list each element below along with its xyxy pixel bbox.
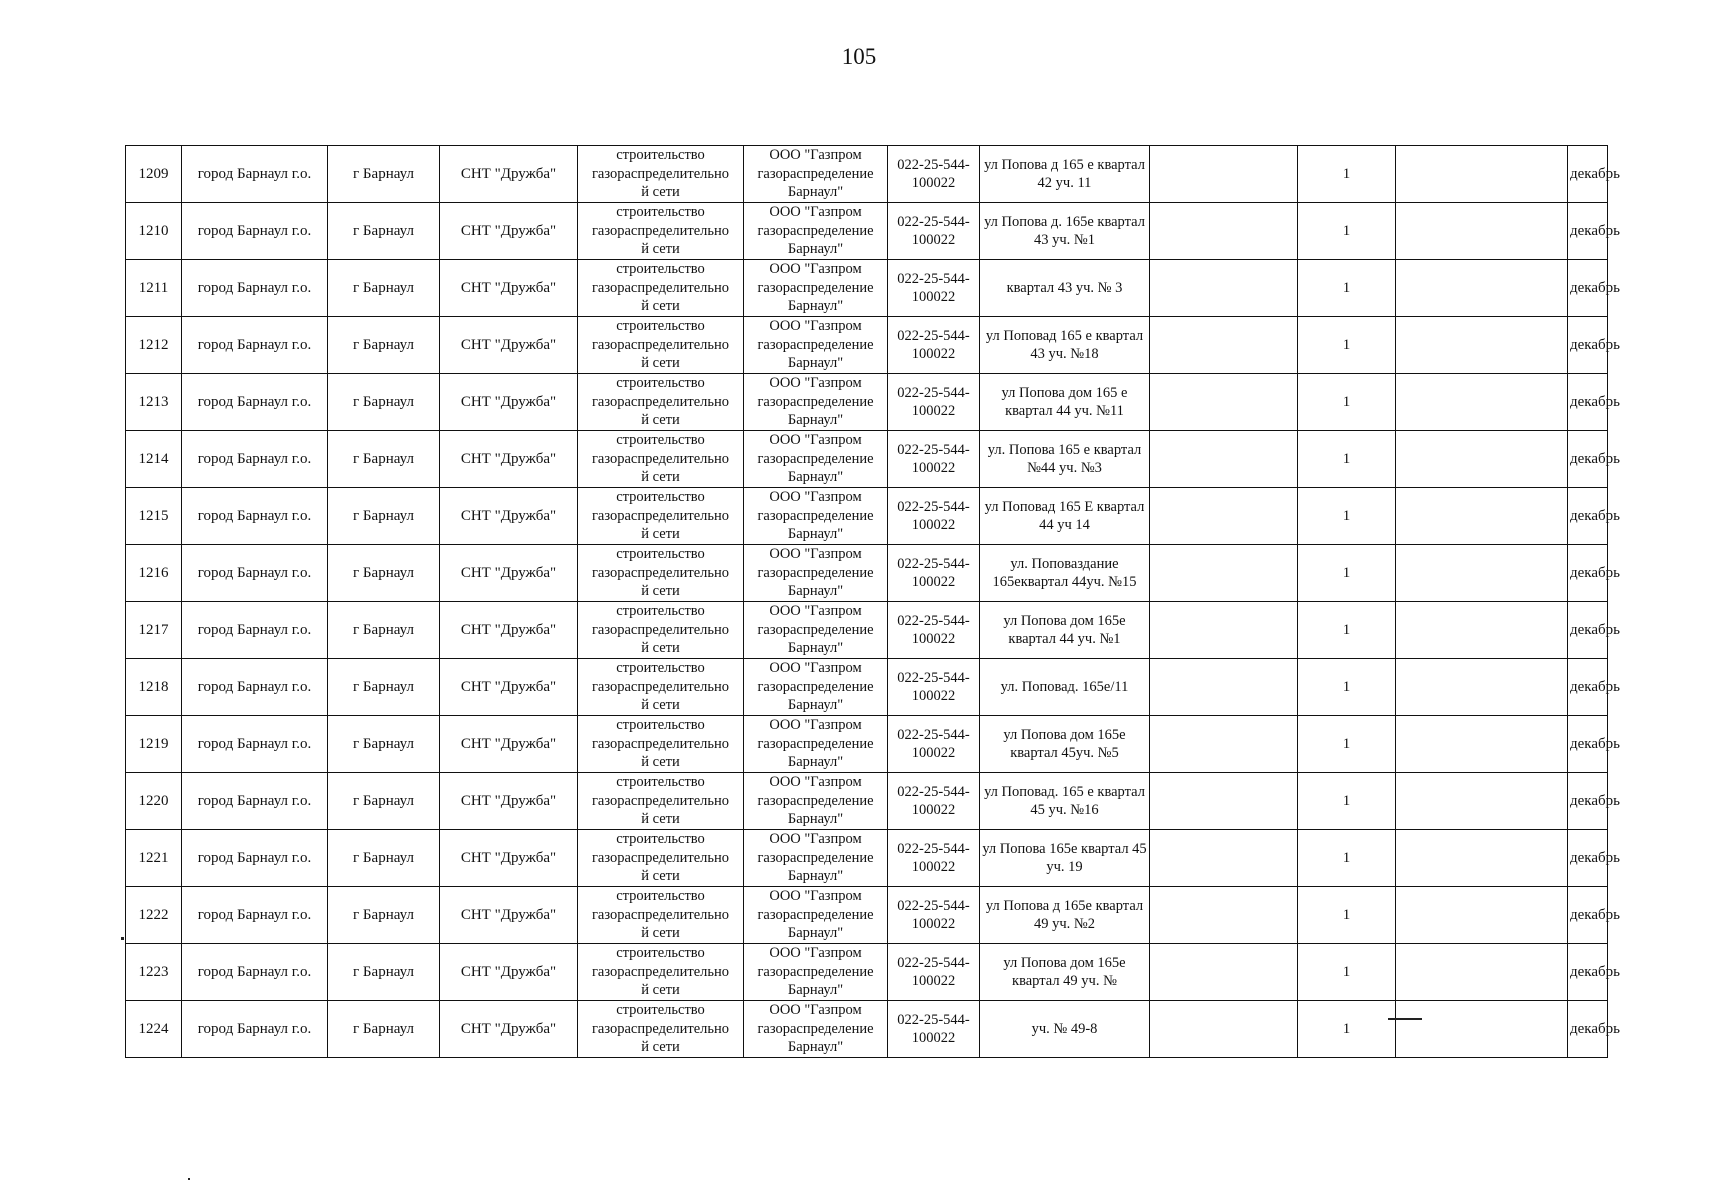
blank-cell: [1396, 716, 1568, 773]
address-cell: квартал 43 уч. № 3: [980, 260, 1150, 317]
district-cell: город Барнаул г.о.: [182, 602, 328, 659]
row-number-cell: 1216: [126, 545, 182, 602]
month-cell: декабрь: [1568, 431, 1608, 488]
row-number-cell: 1214: [126, 431, 182, 488]
place-cell: СНТ "Дружба": [440, 545, 578, 602]
organization-cell: ООО "Газпром газораспределение Барнаул": [744, 1001, 888, 1058]
quantity-cell: 1: [1298, 488, 1396, 545]
settlement-cell: г Барнаул: [328, 545, 440, 602]
organization-cell: ООО "Газпром газораспределение Барнаул": [744, 317, 888, 374]
quantity-cell: 1: [1298, 1001, 1396, 1058]
code-cell: 022-25-544-100022: [888, 317, 980, 374]
organization-cell: ООО "Газпром газораспределение Барнаул": [744, 773, 888, 830]
organization-cell: ООО "Газпром газораспределение Барнаул": [744, 716, 888, 773]
organization-cell: ООО "Газпром газораспределение Барнаул": [744, 545, 888, 602]
place-cell: СНТ "Дружба": [440, 146, 578, 203]
place-cell: СНТ "Дружба": [440, 1001, 578, 1058]
month-cell: декабрь: [1568, 716, 1608, 773]
address-cell: уч. № 49-8: [980, 1001, 1150, 1058]
organization-cell: ООО "Газпром газораспределение Барнаул": [744, 203, 888, 260]
code-cell: 022-25-544-100022: [888, 431, 980, 488]
blank-cell: [1150, 431, 1298, 488]
month-cell: декабрь: [1568, 659, 1608, 716]
blank-cell: [1396, 374, 1568, 431]
table-row: [126, 203, 1608, 260]
address-cell: ул Поповад. 165 е квартал 45 уч. №16: [980, 773, 1150, 830]
settlement-cell: г Барнаул: [328, 488, 440, 545]
organization-cell: ООО "Газпром газораспределение Барнаул": [744, 830, 888, 887]
quantity-cell: 1: [1298, 203, 1396, 260]
address-cell: ул Попова д 165е квартал 49 уч. №2: [980, 887, 1150, 944]
place-cell: СНТ "Дружба": [440, 944, 578, 1001]
settlement-cell: г Барнаул: [328, 203, 440, 260]
place-cell: СНТ "Дружба": [440, 488, 578, 545]
quantity-cell: 1: [1298, 317, 1396, 374]
quantity-cell: 1: [1298, 944, 1396, 1001]
row-number-cell: 1213: [126, 374, 182, 431]
code-cell: 022-25-544-100022: [888, 260, 980, 317]
address-cell: ул Попова 165е квартал 45 уч. 19: [980, 830, 1150, 887]
blank-cell: [1150, 317, 1298, 374]
quantity-cell: 1: [1298, 602, 1396, 659]
place-cell: СНТ "Дружба": [440, 203, 578, 260]
address-cell: ул Попова дом 165е квартал 45уч. №5: [980, 716, 1150, 773]
blank-cell: [1396, 431, 1568, 488]
blank-cell: [1396, 1001, 1568, 1058]
place-cell: СНТ "Дружба": [440, 830, 578, 887]
table-row: [126, 659, 1608, 716]
row-number-cell: 1224: [126, 1001, 182, 1058]
blank-cell: [1150, 488, 1298, 545]
settlement-cell: г Барнаул: [328, 260, 440, 317]
district-cell: город Барнаул г.о.: [182, 146, 328, 203]
month-cell: декабрь: [1568, 773, 1608, 830]
address-cell: ул Поповад 165 е квартал 43 уч. №18: [980, 317, 1150, 374]
place-cell: СНТ "Дружба": [440, 431, 578, 488]
district-cell: город Барнаул г.о.: [182, 1001, 328, 1058]
settlement-cell: г Барнаул: [328, 887, 440, 944]
blank-cell: [1150, 602, 1298, 659]
settlement-cell: г Барнаул: [328, 431, 440, 488]
quantity-cell: 1: [1298, 374, 1396, 431]
table-row: [126, 773, 1608, 830]
row-number-cell: 1209: [126, 146, 182, 203]
organization-cell: ООО "Газпром газораспределение Барнаул": [744, 374, 888, 431]
address-cell: ул Попова д 165 е квартал 42 уч. 11: [980, 146, 1150, 203]
settlement-cell: г Барнаул: [328, 374, 440, 431]
blank-cell: [1396, 944, 1568, 1001]
organization-cell: ООО "Газпром газораспределение Барнаул": [744, 944, 888, 1001]
place-cell: СНТ "Дружба": [440, 659, 578, 716]
row-number-cell: 1223: [126, 944, 182, 1001]
blank-cell: [1396, 773, 1568, 830]
quantity-cell: 1: [1298, 830, 1396, 887]
code-cell: 022-25-544-100022: [888, 203, 980, 260]
quantity-cell: 1: [1298, 260, 1396, 317]
table-row: [126, 944, 1608, 1001]
organization-cell: ООО "Газпром газораспределение Барнаул": [744, 146, 888, 203]
district-cell: город Барнаул г.о.: [182, 260, 328, 317]
blank-cell: [1396, 545, 1568, 602]
row-number-cell: 1220: [126, 773, 182, 830]
settlement-cell: г Барнаул: [328, 602, 440, 659]
blank-cell: [1150, 659, 1298, 716]
settlement-cell: г Барнаул: [328, 317, 440, 374]
address-cell: ул Попова дом 165е квартал 49 уч. №: [980, 944, 1150, 1001]
month-cell: декабрь: [1568, 203, 1608, 260]
table-row: [126, 146, 1608, 203]
blank-cell: [1150, 1001, 1298, 1058]
settlement-cell: г Барнаул: [328, 944, 440, 1001]
address-cell: ул Поповад 165 Е квартал 44 уч 14: [980, 488, 1150, 545]
blank-cell: [1396, 260, 1568, 317]
organization-cell: ООО "Газпром газораспределение Барнаул": [744, 887, 888, 944]
row-number-cell: 1221: [126, 830, 182, 887]
row-number-cell: 1218: [126, 659, 182, 716]
blank-cell: [1150, 830, 1298, 887]
table-row: [126, 602, 1608, 659]
row-number-cell: 1222: [126, 887, 182, 944]
table-row: [126, 431, 1608, 488]
code-cell: 022-25-544-100022: [888, 887, 980, 944]
place-cell: СНТ "Дружба": [440, 887, 578, 944]
scan-dot: [188, 1178, 190, 1180]
address-cell: ул. Поповаздание 165еквартал 44уч. №15: [980, 545, 1150, 602]
object-cell: строительство газораспределительно й сети: [578, 773, 744, 830]
settlement-cell: г Барнаул: [328, 659, 440, 716]
table-row: [126, 716, 1608, 773]
place-cell: СНТ "Дружба": [440, 602, 578, 659]
table-row: [126, 374, 1608, 431]
object-cell: строительство газораспределительно й сети: [578, 1001, 744, 1058]
code-cell: 022-25-544-100022: [888, 773, 980, 830]
table-row: [126, 488, 1608, 545]
row-number-cell: 1219: [126, 716, 182, 773]
register-table: [125, 145, 1620, 1058]
code-cell: 022-25-544-100022: [888, 830, 980, 887]
month-cell: декабрь: [1568, 146, 1608, 203]
place-cell: СНТ "Дружба": [440, 260, 578, 317]
place-cell: СНТ "Дружба": [440, 773, 578, 830]
code-cell: 022-25-544-100022: [888, 1001, 980, 1058]
blank-cell: [1150, 260, 1298, 317]
object-cell: строительство газораспределительно й сети: [578, 944, 744, 1001]
quantity-cell: 1: [1298, 659, 1396, 716]
settlement-cell: г Барнаул: [328, 716, 440, 773]
month-cell: декабрь: [1568, 260, 1608, 317]
object-cell: строительство газораспределительно й сети: [578, 431, 744, 488]
blank-cell: [1150, 887, 1298, 944]
table-row: [126, 260, 1608, 317]
district-cell: город Барнаул г.о.: [182, 317, 328, 374]
address-cell: ул Попова д. 165е квартал 43 уч. №1: [980, 203, 1150, 260]
blank-cell: [1396, 659, 1568, 716]
organization-cell: ООО "Газпром газораспределение Барнаул": [744, 659, 888, 716]
organization-cell: ООО "Газпром газораспределение Барнаул": [744, 260, 888, 317]
quantity-cell: 1: [1298, 545, 1396, 602]
district-cell: город Барнаул г.о.: [182, 374, 328, 431]
organization-cell: ООО "Газпром газораспределение Барнаул": [744, 431, 888, 488]
table-row: [126, 545, 1608, 602]
object-cell: строительство газораспределительно й сети: [578, 317, 744, 374]
month-cell: декабрь: [1568, 602, 1608, 659]
code-cell: 022-25-544-100022: [888, 146, 980, 203]
quantity-cell: 1: [1298, 146, 1396, 203]
district-cell: город Барнаул г.о.: [182, 545, 328, 602]
district-cell: город Барнаул г.о.: [182, 830, 328, 887]
blank-cell: [1396, 317, 1568, 374]
district-cell: город Барнаул г.о.: [182, 773, 328, 830]
blank-cell: [1396, 203, 1568, 260]
code-cell: 022-25-544-100022: [888, 716, 980, 773]
blank-cell: [1396, 488, 1568, 545]
month-cell: декабрь: [1568, 830, 1608, 887]
month-cell: декабрь: [1568, 488, 1608, 545]
month-cell: декабрь: [1568, 545, 1608, 602]
code-cell: 022-25-544-100022: [888, 602, 980, 659]
object-cell: строительство газораспределительно й сети: [578, 659, 744, 716]
blank-cell: [1396, 146, 1568, 203]
district-cell: город Барнаул г.о.: [182, 716, 328, 773]
settlement-cell: г Барнаул: [328, 830, 440, 887]
object-cell: строительство газораспределительно й сети: [578, 716, 744, 773]
scan-dot: [121, 937, 124, 940]
district-cell: город Барнаул г.о.: [182, 659, 328, 716]
blank-cell: [1396, 887, 1568, 944]
object-cell: строительство газораспределительно й сети: [578, 260, 744, 317]
blank-cell: [1150, 146, 1298, 203]
month-cell: декабрь: [1568, 887, 1608, 944]
object-cell: строительство газораспределительно й сети: [578, 830, 744, 887]
blank-cell: [1150, 944, 1298, 1001]
place-cell: СНТ "Дружба": [440, 374, 578, 431]
settlement-cell: г Барнаул: [328, 773, 440, 830]
blank-cell: [1150, 203, 1298, 260]
blank-cell: [1396, 830, 1568, 887]
quantity-cell: 1: [1298, 431, 1396, 488]
object-cell: строительство газораспределительно й сети: [578, 545, 744, 602]
district-cell: город Барнаул г.о.: [182, 944, 328, 1001]
district-cell: город Барнаул г.о.: [182, 887, 328, 944]
settlement-cell: г Барнаул: [328, 1001, 440, 1058]
month-cell: декабрь: [1568, 1001, 1608, 1058]
scan-dash: [1388, 1018, 1422, 1020]
place-cell: СНТ "Дружба": [440, 716, 578, 773]
address-cell: ул Попова дом 165е квартал 44 уч. №1: [980, 602, 1150, 659]
month-cell: декабрь: [1568, 944, 1608, 1001]
address-cell: ул. Попова 165 е квартал №44 уч. №3: [980, 431, 1150, 488]
code-cell: 022-25-544-100022: [888, 488, 980, 545]
row-number-cell: 1210: [126, 203, 182, 260]
code-cell: 022-25-544-100022: [888, 374, 980, 431]
object-cell: строительство газораспределительно й сети: [578, 374, 744, 431]
organization-cell: ООО "Газпром газораспределение Барнаул": [744, 488, 888, 545]
month-cell: декабрь: [1568, 317, 1608, 374]
settlement-cell: г Барнаул: [328, 146, 440, 203]
row-number-cell: 1217: [126, 602, 182, 659]
month-cell: декабрь: [1568, 374, 1608, 431]
table-row: [126, 830, 1608, 887]
table-row: [126, 887, 1608, 944]
blank-cell: [1150, 773, 1298, 830]
row-number-cell: 1215: [126, 488, 182, 545]
address-cell: ул. Поповад. 165е/11: [980, 659, 1150, 716]
blank-cell: [1150, 545, 1298, 602]
blank-cell: [1150, 716, 1298, 773]
district-cell: город Барнаул г.о.: [182, 488, 328, 545]
object-cell: строительство газораспределительно й сети: [578, 146, 744, 203]
district-cell: город Барнаул г.о.: [182, 203, 328, 260]
row-number-cell: 1211: [126, 260, 182, 317]
object-cell: строительство газораспределительно й сети: [578, 488, 744, 545]
quantity-cell: 1: [1298, 716, 1396, 773]
object-cell: строительство газораспределительно й сети: [578, 887, 744, 944]
table-row: [126, 1001, 1608, 1058]
table-row: [126, 317, 1608, 374]
organization-cell: ООО "Газпром газораспределение Барнаул": [744, 602, 888, 659]
address-cell: ул Попова дом 165 е квартал 44 уч. №11: [980, 374, 1150, 431]
blank-cell: [1150, 374, 1298, 431]
quantity-cell: 1: [1298, 773, 1396, 830]
blank-cell: [1396, 602, 1568, 659]
code-cell: 022-25-544-100022: [888, 659, 980, 716]
object-cell: строительство газораспределительно й сети: [578, 602, 744, 659]
code-cell: 022-25-544-100022: [888, 944, 980, 1001]
row-number-cell: 1212: [126, 317, 182, 374]
page-number: 105: [841, 44, 877, 69]
district-cell: город Барнаул г.о.: [182, 431, 328, 488]
register-body: [126, 146, 1620, 1058]
object-cell: строительство газораспределительно й сети: [578, 203, 744, 260]
quantity-cell: 1: [1298, 887, 1396, 944]
place-cell: СНТ "Дружба": [440, 317, 578, 374]
code-cell: 022-25-544-100022: [888, 545, 980, 602]
